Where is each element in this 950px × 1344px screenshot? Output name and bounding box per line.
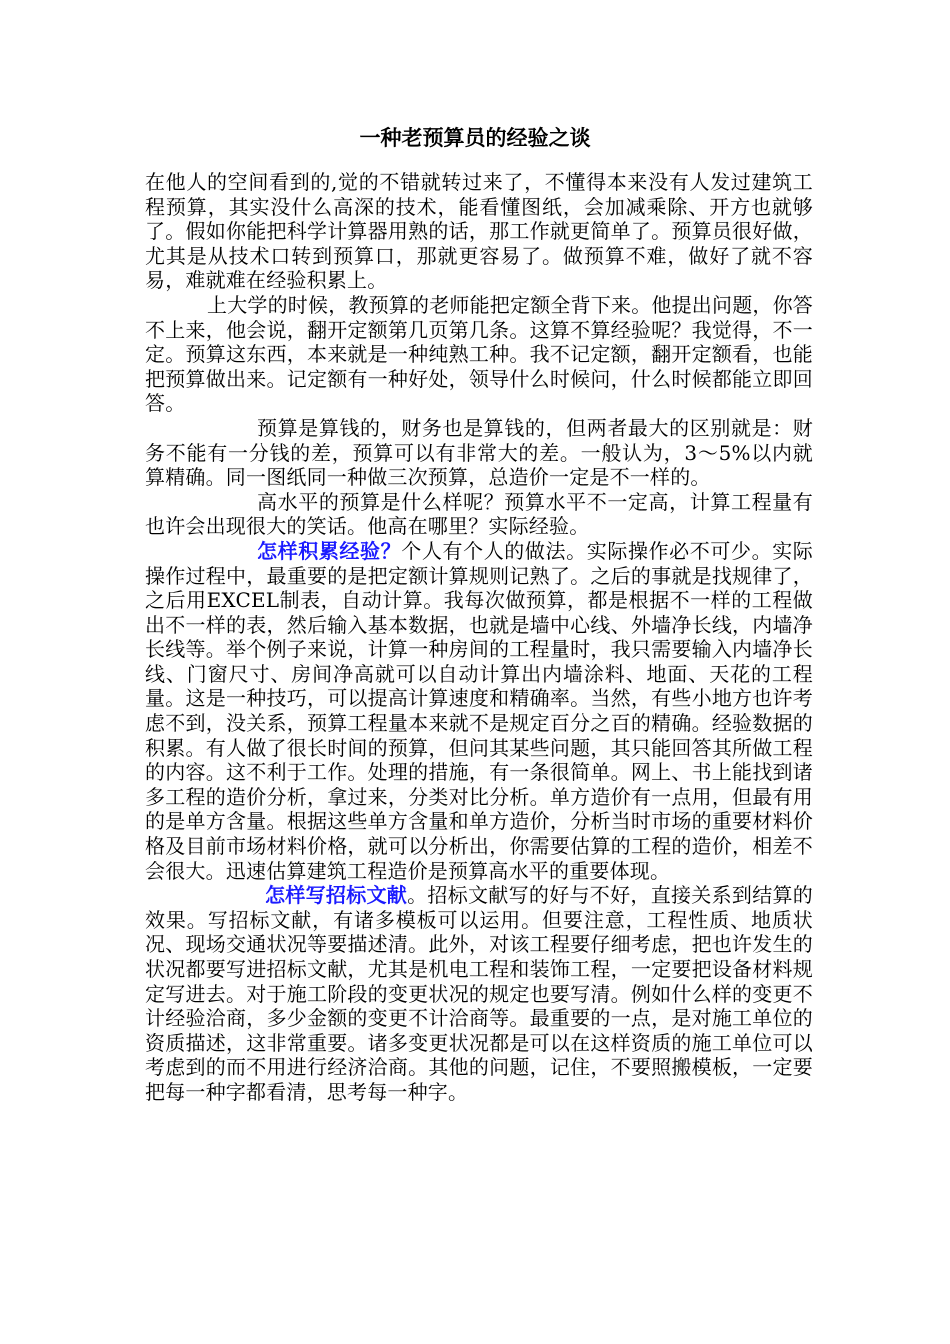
paragraph-college: 上大学的时候，教预算的老师能把定额全背下来。他提出问题，你答不上来，他会说，翻开定额第几页第几条。这算不算经验呢？我觉得，不一定。预算这东西，本来就是一种纯熟工种。我不记定额，翻开定额看，也能把预算做出来。记定额有一种好处，领导什么时候问，什么时候都能立即回答。	[145, 292, 813, 416]
paragraph-finance: 预算是算钱的，财务也是算钱的，但两者最大的区别就是：财务不能有一分钱的差，预算可以有非常大的差。一般认为，3～5%以内就算精确。同一图纸同一种做三次预算，总造价一定是不一样的。	[145, 415, 813, 490]
heading-tender-document: 怎样写招标文献	[265, 883, 408, 908]
document-body	[145, 170, 813, 1105]
paragraph-high-level: 高水平的预算是什么样呢？预算水平不一定高，计算工程量有也许会出现很大的笑话。他高在哪里？实际经验。	[145, 489, 813, 539]
document-title: 一种老预算员的经验之谈	[359, 125, 591, 150]
paragraph-experience-text: 个人有个人的做法。实际操作必不可少。实际操作过程中，最重要的是把定额计算规则记熟了。之后的事就是找规律了，之后用EXCEL制表，自动计算。我每次做预算，都是根据不一样的工程做出不一样的表，然后输入基本数据，也就是墙中心线、外墙净长线，内墙净长线等。举个例子来说，计算一种房间的工程量时，我只需要输入内墙净长线、门窗尺寸、房间净高就可以自动计算出内墙涂料、地面、天花的工程量。这是一种技巧，可以提高计算速度和精确率。当然，有些小地方也许考虑不到，没关系，预算工程量本来就不是规定百分之百的精确。经验数据的积累。有人做了很长时间的预算，但问其某些问题，其只能回答其所做工程的内容。这不利于工作。处理的措施，有一条很简单。网上、书上能找到诸多工程的造价分析，拿过来，分类对比分析。单方造价有一点用，但最有用的是单方含量。根据这些单方含量和单方造价，分析当时市场的重要材料价格及目前市场材料价格，就可以分析出，你需要估算的工程的造价，相差不会很大。迅速估算建筑工程造价是预算高水平的重要体现。	[145, 538, 814, 883]
heading-accumulate-experience: 怎样积累经验？	[257, 538, 402, 563]
paragraph-intro: 在他人的空间看到的,觉的不错就转过来了，不懂得本来没有人发过建筑工程预算，其实没什么高深的技术，能看懂图纸，会加减乘除、开方也就够了。假如你能把科学计算器用熟的话，那工作就更简单了。预算员很好做，尤其是从技术口转到预算口，那就更容易了。做预算不难，做好了就不容易，难就难在经验积累上。	[145, 170, 813, 293]
paragraph-tender-text: 。招标文献写的好与不好，直接关系到结算的效果。写招标文献，有诸多模板可以运用。但要注意，工程性质、地质状况、现场交通状况等要描述清。此外，对该工程要仔细考虑，把也许发生的状况都要写进招标文献，尤其是机电工程和装饰工程，一定要把设备材料规定写进去。对于施工阶段的变更状况的规定也要写清。例如什么样的变更不计经验洽商，多少金额的变更不计洽商等。最重要的一点，是对施工单位的资质描述，这非常重要。诸多变更状况都是可以在这样资质的施工单位可以考虑到的而不用进行经济洽商。其他的问题，记住，不要照搬模板，一定要把每一种字都看清，思考每一种字。	[145, 883, 814, 1104]
paragraph-tender	[145, 883, 813, 1104]
paragraph-experience	[145, 539, 813, 883]
